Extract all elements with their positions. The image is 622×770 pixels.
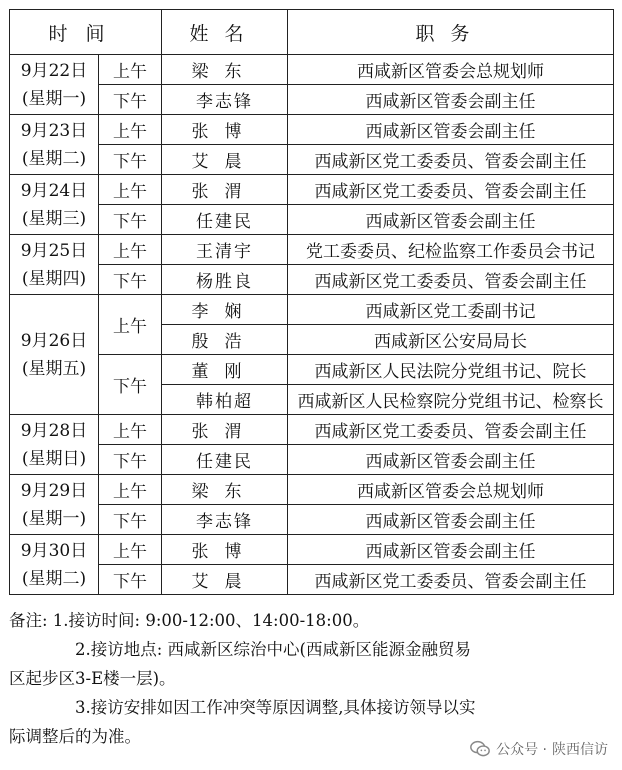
name-cell: 董刚 <box>162 355 288 385</box>
name-cell: 艾晨 <box>162 565 288 595</box>
table-row <box>10 535 614 565</box>
period-cell: 上午 <box>99 235 162 265</box>
schedule-body <box>10 55 614 595</box>
name-cell: 王清宇 <box>162 235 288 265</box>
period-cell: 下午 <box>99 505 162 535</box>
date-label: 9月22日 <box>20 60 88 81</box>
period-cell: 上午 <box>99 415 162 445</box>
note-line-4: 3.接访安排如因工作冲突等原因调整,具体接访领导以实 <box>75 698 476 717</box>
header-time: 时间 <box>10 10 162 55</box>
name-cell: 韩柏超 <box>162 385 288 415</box>
period-cell: 下午 <box>99 445 162 475</box>
period-cell: 下午 <box>99 265 162 295</box>
period-cell: 下午 <box>99 205 162 235</box>
table-row <box>10 145 614 175</box>
date-cell <box>10 115 99 175</box>
date-cell <box>10 475 99 535</box>
weekday-label: (星期一) <box>21 508 87 529</box>
period-cell: 上午 <box>99 175 162 205</box>
post-cell: 西咸新区管委会副主任 <box>288 505 614 535</box>
table-row <box>10 115 614 145</box>
note-line-3: 区起步区3-E楼一层)。 <box>9 669 176 688</box>
table-row <box>10 205 614 235</box>
name-cell: 张渭 <box>162 415 288 445</box>
name-cell: 李志锋 <box>162 505 288 535</box>
table-row <box>10 445 614 475</box>
post-cell: 西咸新区人民检察院分党组书记、检察长 <box>288 385 614 415</box>
period-cell: 上午 <box>99 115 162 145</box>
weekday-label: (星期二) <box>21 148 87 169</box>
period-cell: 下午 <box>99 565 162 595</box>
table-row <box>10 235 614 265</box>
post-cell: 西咸新区党工委委员、管委会副主任 <box>288 265 614 295</box>
table-row <box>10 505 614 535</box>
post-cell: 西咸新区党工委委员、管委会副主任 <box>288 175 614 205</box>
header-post: 职务 <box>288 10 614 55</box>
post-cell: 西咸新区管委会副主任 <box>288 205 614 235</box>
date-label: 9月23日 <box>20 120 88 141</box>
name-cell: 梁东 <box>162 55 288 85</box>
weekday-label: (星期三) <box>21 208 87 229</box>
post-cell: 西咸新区管委会副主任 <box>288 445 614 475</box>
weekday-label: (星期一) <box>21 88 87 109</box>
table-row <box>10 295 614 325</box>
post-cell: 西咸新区党工委委员、管委会副主任 <box>288 565 614 595</box>
name-cell: 李娴 <box>162 295 288 325</box>
post-cell: 西咸新区党工委委员、管委会副主任 <box>288 145 614 175</box>
post-cell: 西咸新区管委会总规划师 <box>288 475 614 505</box>
name-cell: 艾晨 <box>162 145 288 175</box>
schedule-table <box>9 9 614 595</box>
weekday-label: (星期五) <box>21 358 87 379</box>
post-cell: 西咸新区管委会副主任 <box>288 85 614 115</box>
name-cell: 任建民 <box>162 445 288 475</box>
date-label: 9月24日 <box>20 180 88 201</box>
date-label: 9月26日 <box>20 330 88 351</box>
date-label: 9月29日 <box>20 480 88 501</box>
watermark-account: 陕西信访 <box>552 742 608 758</box>
date-cell <box>10 235 99 295</box>
name-cell: 梁东 <box>162 475 288 505</box>
header-name: 姓名 <box>162 10 288 55</box>
table-row <box>10 415 614 445</box>
wechat-watermark <box>469 738 608 760</box>
post-cell: 西咸新区公安局局长 <box>288 325 614 355</box>
post-cell: 党工委委员、纪检监察工作委员会书记 <box>288 235 614 265</box>
period-cell: 下午 <box>99 355 162 415</box>
name-cell: 杨胜良 <box>162 265 288 295</box>
date-cell <box>10 295 99 415</box>
name-cell: 任建民 <box>162 205 288 235</box>
period-cell: 上午 <box>99 295 162 355</box>
notes-section <box>9 606 613 751</box>
post-cell: 西咸新区管委会副主任 <box>288 115 614 145</box>
table-row <box>10 475 614 505</box>
period-cell: 上午 <box>99 55 162 85</box>
weekday-label: (星期四) <box>21 268 87 289</box>
note-line-1: 备注: 1.接访时间: 9:00-12:00、14:00-18:00。 <box>9 611 370 630</box>
name-cell: 张博 <box>162 115 288 145</box>
weekday-label: (星期日) <box>21 448 87 469</box>
post-cell: 西咸新区党工委副书记 <box>288 295 614 325</box>
period-cell: 上午 <box>99 475 162 505</box>
watermark-prefix: 公众号 · <box>496 742 547 758</box>
date-label: 9月25日 <box>20 240 88 261</box>
table-row <box>10 85 614 115</box>
table-row <box>10 265 614 295</box>
date-cell <box>10 175 99 235</box>
note-line-5: 际调整后的为准。 <box>9 727 141 746</box>
name-cell: 张渭 <box>162 175 288 205</box>
note-line-2: 2.接访地点: 西咸新区综治中心(西咸新区能源金融贸易 <box>75 640 471 659</box>
period-cell: 上午 <box>99 535 162 565</box>
name-cell: 李志锋 <box>162 85 288 115</box>
date-label: 9月30日 <box>20 540 88 561</box>
table-header-row <box>10 10 614 55</box>
date-label: 9月28日 <box>20 420 88 441</box>
date-cell <box>10 535 99 595</box>
table-row <box>10 355 614 385</box>
date-cell <box>10 415 99 475</box>
post-cell: 西咸新区管委会副主任 <box>288 535 614 565</box>
table-row <box>10 175 614 205</box>
name-cell: 张博 <box>162 535 288 565</box>
name-cell: 殷浩 <box>162 325 288 355</box>
table-row <box>10 55 614 85</box>
table-row <box>10 565 614 595</box>
post-cell: 西咸新区党工委委员、管委会副主任 <box>288 415 614 445</box>
post-cell: 西咸新区管委会总规划师 <box>288 55 614 85</box>
period-cell: 下午 <box>99 145 162 175</box>
post-cell: 西咸新区人民法院分党组书记、院长 <box>288 355 614 385</box>
date-cell <box>10 55 99 115</box>
wechat-icon <box>469 738 491 760</box>
period-cell: 下午 <box>99 85 162 115</box>
weekday-label: (星期二) <box>21 568 87 589</box>
